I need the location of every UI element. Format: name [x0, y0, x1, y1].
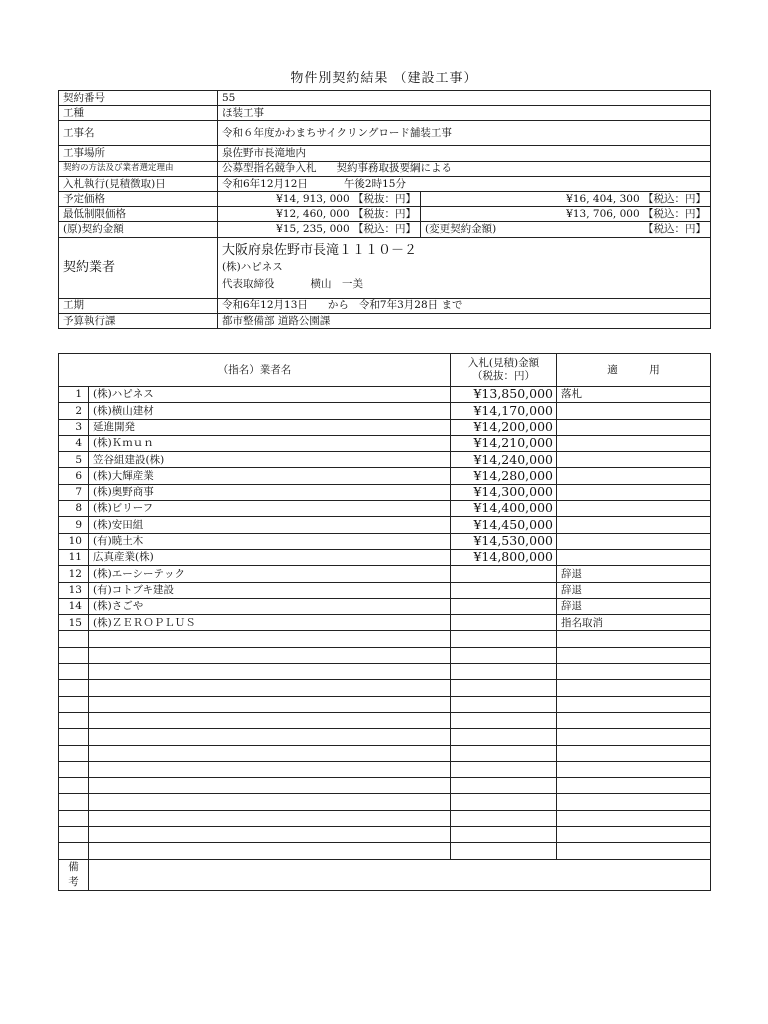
bid-table-header — [59, 354, 711, 387]
empty-cell — [59, 696, 89, 712]
table-row — [59, 549, 711, 565]
bid-results-table — [58, 353, 711, 891]
bid-date: 令和6年12月12日 — [222, 177, 308, 190]
bid-note — [557, 484, 711, 500]
changed-amount-tag: 【税込：円】 — [643, 223, 706, 236]
empty-cell — [451, 664, 557, 680]
bidder-name: 延進開発 — [89, 419, 451, 435]
bid-note — [557, 517, 711, 533]
contract-amount-row — [59, 222, 711, 237]
header-name: （指名）業者名 — [59, 354, 451, 387]
planned-price-incl: ¥16, 404, 300 【税込：円】 — [421, 191, 711, 206]
minimum-price-incl: ¥13, 706, 000 【税込：円】 — [421, 207, 711, 222]
table-row — [59, 615, 711, 631]
remarks-row — [59, 859, 711, 890]
empty-cell — [557, 631, 711, 647]
bidder-name: (株)ハピネス — [89, 387, 451, 403]
row-number: 6 — [59, 468, 89, 484]
empty-cell — [557, 810, 711, 826]
contractor-representative — [222, 276, 706, 293]
table-row — [59, 484, 711, 500]
bidder-name: (株)横山建材 — [89, 403, 451, 419]
contractor-value — [218, 237, 711, 298]
empty-cell — [59, 778, 89, 794]
rep-title: 代表取締役 — [222, 278, 275, 290]
bidder-name: (株)Ｋｍｕｎ — [89, 435, 451, 451]
bid-amount: ¥14,240,000 — [451, 452, 557, 468]
empty-cell — [59, 631, 89, 647]
empty-cell — [557, 745, 711, 761]
bid-date-value — [218, 176, 711, 191]
work-location-label: 工事場所 — [59, 146, 218, 161]
empty-cell — [451, 843, 557, 859]
empty-cell — [59, 647, 89, 663]
empty-cell — [59, 745, 89, 761]
bid-time: 午後2時15分 — [343, 177, 406, 190]
work-type-value: ほ装工事 — [218, 106, 711, 121]
empty-cell — [451, 827, 557, 843]
row-number: 4 — [59, 435, 89, 451]
empty-cell — [89, 827, 451, 843]
table-row — [59, 501, 711, 517]
empty-row — [59, 631, 711, 647]
bid-note: 辞退 — [557, 582, 711, 598]
method-value — [218, 161, 711, 176]
table-row — [59, 517, 711, 533]
empty-cell — [451, 810, 557, 826]
contract-number-row — [59, 91, 711, 106]
row-number: 2 — [59, 403, 89, 419]
bid-amount — [451, 615, 557, 631]
contract-number-value: 55 — [218, 91, 711, 106]
bid-amount — [451, 582, 557, 598]
bidder-name: 笠谷組建設(株) — [89, 452, 451, 468]
empty-row — [59, 745, 711, 761]
row-number: 9 — [59, 517, 89, 533]
empty-cell — [557, 647, 711, 663]
empty-cell — [89, 631, 451, 647]
method-row — [59, 161, 711, 176]
bid-amount: ¥14,210,000 — [451, 435, 557, 451]
bid-amount: ¥14,280,000 — [451, 468, 557, 484]
empty-cell — [557, 778, 711, 794]
remarks-label: 備 考 — [59, 859, 89, 890]
bidder-name: (有)暁土木 — [89, 533, 451, 549]
empty-cell — [89, 810, 451, 826]
work-name-value: 令和６年度かわまちサイクリングロード舗装工事 — [218, 121, 711, 146]
empty-cell — [89, 843, 451, 859]
bid-amount: ¥14,300,000 — [451, 484, 557, 500]
method-value-2: 契約事務取扱要綱による — [336, 162, 452, 175]
empty-row — [59, 778, 711, 794]
changed-amount — [421, 222, 711, 237]
bid-amount: ¥14,450,000 — [451, 517, 557, 533]
bid-amount: ¥14,200,000 — [451, 419, 557, 435]
bid-amount: ¥13,850,000 — [451, 387, 557, 403]
empty-cell — [451, 631, 557, 647]
empty-row — [59, 696, 711, 712]
table-row — [59, 452, 711, 468]
contract-number-label: 契約番号 — [59, 91, 218, 106]
row-number: 3 — [59, 419, 89, 435]
empty-cell — [59, 827, 89, 843]
bidder-name: (株)エーシーテック — [89, 566, 451, 582]
empty-row — [59, 647, 711, 663]
empty-row — [59, 664, 711, 680]
bid-amount: ¥14,800,000 — [451, 549, 557, 565]
row-number: 13 — [59, 582, 89, 598]
empty-cell — [89, 794, 451, 810]
bid-note — [557, 533, 711, 549]
empty-cell — [89, 664, 451, 680]
period-row — [59, 298, 711, 313]
table-row — [59, 533, 711, 549]
budget-dept-value: 都市整備部 道路公園課 — [218, 313, 711, 328]
header-note: 適 用 — [557, 354, 711, 387]
table-row — [59, 419, 711, 435]
work-location-row — [59, 146, 711, 161]
work-location-value: 泉佐野市長滝地内 — [218, 146, 711, 161]
empty-cell — [451, 680, 557, 696]
empty-cell — [89, 647, 451, 663]
empty-cell — [89, 745, 451, 761]
contract-amount-label: (原)契約金額 — [59, 222, 218, 237]
empty-cell — [557, 827, 711, 843]
empty-row — [59, 810, 711, 826]
changed-amount-label: (変更契約金額) — [425, 223, 497, 236]
empty-cell — [557, 696, 711, 712]
empty-cell — [557, 843, 711, 859]
bidder-name: (株)さごや — [89, 598, 451, 614]
bid-note — [557, 549, 711, 565]
empty-cell — [557, 664, 711, 680]
rep-name: 横山 一美 — [310, 278, 363, 290]
bidder-name: (株)奥野商事 — [89, 484, 451, 500]
table-row — [59, 566, 711, 582]
empty-cell — [59, 843, 89, 859]
period-label: 工期 — [59, 298, 218, 313]
bid-note — [557, 419, 711, 435]
method-value-1: 公募型指名競争入札 — [222, 162, 317, 175]
empty-cell — [59, 810, 89, 826]
planned-price-row — [59, 191, 711, 206]
empty-row — [59, 827, 711, 843]
contractor-company: (株)ハピネス — [222, 261, 283, 273]
empty-cell — [89, 729, 451, 745]
remarks-value — [89, 859, 711, 890]
bid-date-label: 入札執行(見積徴取)日 — [59, 176, 218, 191]
bidder-name: (株)ビリーフ — [89, 501, 451, 517]
empty-cell — [89, 778, 451, 794]
empty-cell — [59, 761, 89, 777]
page-title: 物件別契約結果 （建設工事） — [290, 71, 478, 86]
budget-dept-label: 予算執行課 — [59, 313, 218, 328]
bidder-name: (株)大輝産業 — [89, 468, 451, 484]
contractor-row — [59, 237, 711, 298]
empty-cell — [59, 664, 89, 680]
bid-note: 辞退 — [557, 598, 711, 614]
empty-cell — [557, 794, 711, 810]
method-label: 契約の方法及び業者選定理由 — [59, 161, 218, 176]
empty-cell — [89, 680, 451, 696]
bid-note — [557, 501, 711, 517]
empty-row — [59, 712, 711, 728]
row-number: 11 — [59, 549, 89, 565]
row-number: 14 — [59, 598, 89, 614]
empty-cell — [451, 794, 557, 810]
empty-cell — [59, 712, 89, 728]
empty-row — [59, 729, 711, 745]
empty-cell — [59, 680, 89, 696]
contractor-label: 契約業者 — [59, 237, 218, 298]
table-row — [59, 387, 711, 403]
bid-note — [557, 468, 711, 484]
budget-dept-row — [59, 313, 711, 328]
bidder-name: (株)安田組 — [89, 517, 451, 533]
bidder-name: (株)ＺＥＲＯＰＬＵＳ — [89, 615, 451, 631]
row-number: 8 — [59, 501, 89, 517]
bid-note — [557, 435, 711, 451]
work-type-row — [59, 106, 711, 121]
bidder-name: (有)コトブキ建設 — [89, 582, 451, 598]
row-number: 1 — [59, 387, 89, 403]
table-row — [59, 468, 711, 484]
empty-row — [59, 794, 711, 810]
empty-cell — [557, 680, 711, 696]
empty-cell — [557, 712, 711, 728]
row-number: 15 — [59, 615, 89, 631]
empty-cell — [89, 712, 451, 728]
bid-date-row — [59, 176, 711, 191]
bid-amount: ¥14,400,000 — [451, 501, 557, 517]
empty-cell — [451, 761, 557, 777]
empty-row — [59, 761, 711, 777]
empty-row — [59, 680, 711, 696]
bid-note: 辞退 — [557, 566, 711, 582]
bid-note: 落札 — [557, 387, 711, 403]
bid-note — [557, 403, 711, 419]
empty-cell — [451, 712, 557, 728]
period-value: 令和6年12月13日 から 令和7年3月28日 まで — [218, 298, 711, 313]
table-row — [59, 435, 711, 451]
empty-cell — [89, 761, 451, 777]
bid-note: 指名取消 — [557, 615, 711, 631]
bidder-name: 広真産業(株) — [89, 549, 451, 565]
empty-row — [59, 843, 711, 859]
contract-amount-incl: ¥15, 235, 000 【税込：円】 — [218, 222, 421, 237]
empty-cell — [451, 696, 557, 712]
work-name-label: 工事名 — [59, 121, 218, 146]
empty-cell — [59, 729, 89, 745]
bid-amount: ¥14,530,000 — [451, 533, 557, 549]
empty-cell — [451, 745, 557, 761]
empty-cell — [89, 696, 451, 712]
empty-cell — [557, 761, 711, 777]
table-row — [59, 403, 711, 419]
bid-amount — [451, 598, 557, 614]
work-type-label: 工種 — [59, 106, 218, 121]
minimum-price-row — [59, 207, 711, 222]
bid-amount — [451, 566, 557, 582]
empty-cell — [557, 729, 711, 745]
bid-amount: ¥14,170,000 — [451, 403, 557, 419]
empty-cell — [451, 729, 557, 745]
table-row — [59, 598, 711, 614]
contract-info-table — [58, 90, 711, 329]
planned-price-excl: ¥14, 913, 000 【税抜：円】 — [218, 191, 421, 206]
row-number: 10 — [59, 533, 89, 549]
row-number: 12 — [59, 566, 89, 582]
empty-cell — [59, 794, 89, 810]
minimum-price-label: 最低制限価格 — [59, 207, 218, 222]
contractor-address: 大阪府泉佐野市長滝１１１０－２ — [222, 243, 418, 258]
row-number: 5 — [59, 452, 89, 468]
minimum-price-excl: ¥12, 460, 000 【税抜：円】 — [218, 207, 421, 222]
bid-note — [557, 452, 711, 468]
empty-cell — [451, 778, 557, 794]
empty-cell — [451, 647, 557, 663]
table-row — [59, 582, 711, 598]
work-name-row — [59, 121, 711, 146]
header-amount: 入札(見積)金額 （税抜：円） — [451, 354, 557, 387]
planned-price-label: 予定価格 — [59, 191, 218, 206]
row-number: 7 — [59, 484, 89, 500]
